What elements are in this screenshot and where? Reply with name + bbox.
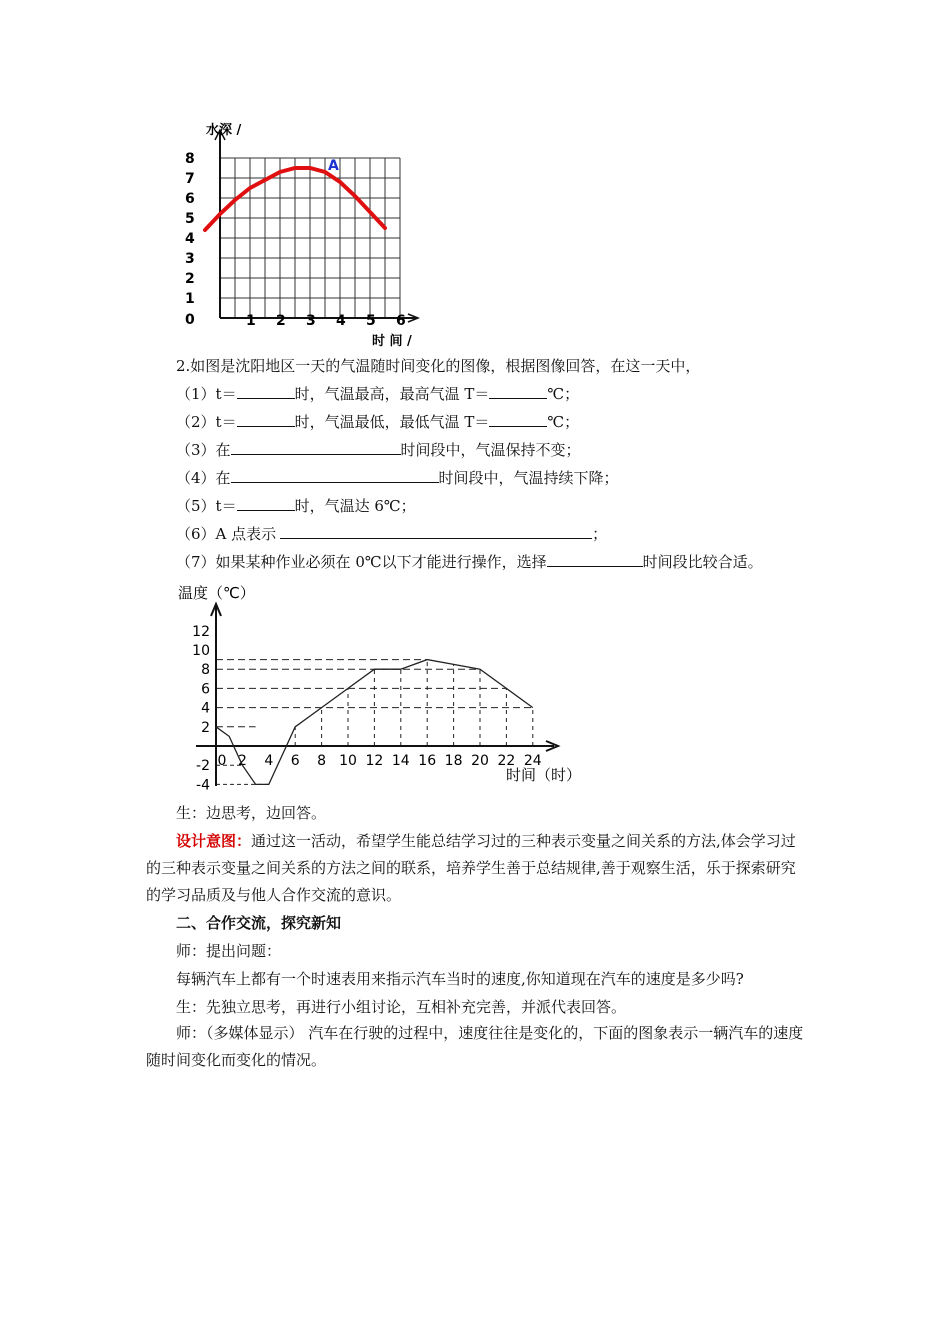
answer-blank[interactable] [489, 382, 547, 399]
design-intent-text: 通过这一活动，希望学生能总结学习过的三种表示变量之间关系的方法,体会学习过的三种表示变量之间关系的方法之间的联系，培养学生善于总结规律,善于观察生活，乐于探索研究的学习品质及与他人合作交流的意识。 [146, 832, 796, 904]
chart2-y-tick-label: 6 [201, 681, 210, 698]
student-response-1: 生：边思考，边回答。 [176, 804, 327, 822]
chart2-x-tick-label: 4 [264, 753, 274, 769]
chart2-x-axis-label: 时间（时） [506, 766, 582, 784]
chart1-x-tick-label: 4 [336, 313, 346, 329]
item-6-prefix: （6）A 点表示 [176, 525, 277, 543]
section-title: 二、合作交流，探究新知 [176, 914, 342, 932]
chart2-y-axis-label: 温度（℃） [178, 584, 255, 602]
question-item-4 [176, 466, 619, 489]
chart2-x-tick-label: 2 [237, 753, 247, 769]
chart2-y-tick-label: 2 [201, 719, 210, 736]
design-intent-paragraph [146, 828, 808, 909]
design-intent-label: 设计意图： [176, 832, 252, 850]
chart1-y-tick-label: 8 [185, 151, 195, 167]
item-5-suffix: 时，气温达 6℃； [294, 497, 416, 515]
item-2-prefix: （2）t＝ [176, 413, 237, 431]
item-7-prefix: （7）如果某种作业必须在 0℃以下才能进行操作，选择 [176, 553, 547, 571]
chart1-grid [220, 158, 400, 318]
chart1-annotation-a: A [328, 158, 339, 174]
item-1-prefix: （1）t＝ [176, 385, 237, 403]
chart1-y-axis-label: 水深 / [206, 123, 242, 138]
chart1-y-tick-label: 0 [185, 312, 195, 328]
chart2-y-tick-label: 12 [192, 623, 210, 640]
chart2-x-tick-label: 12 [365, 753, 384, 769]
teacher-prompt-2: 师：（多媒体显示） 汽车在行驶的过程中，速度往往是变化的，下面的图象表示一辆汽车的速度随时间变化而变化的情况。 [146, 1024, 804, 1069]
answer-blank[interactable] [237, 382, 295, 399]
chart1-y-tick-label: 7 [185, 171, 195, 187]
chart1-y-tick-label: 1 [185, 291, 195, 307]
student-response-2: 生：先独立思考，再进行小组讨论，互相补充完善，并派代表回答。 [176, 998, 627, 1016]
item-1-suffix: ℃； [547, 385, 580, 403]
item-6-suffix: ； [592, 525, 608, 543]
chart2-x-tick-label: 6 [290, 753, 300, 769]
chart2-x-tick-label: 10 [339, 753, 357, 769]
item-3-suffix: 时间段中，气温保持不变； [400, 441, 581, 459]
item-4-prefix: （4）在 [176, 469, 231, 487]
question-intro: 2.如图是沈阳地区一天的气温随时间变化的图像，根据图像回答，在这一天中， [176, 357, 701, 375]
item-1-middle: 时，气温最高，最高气温 T＝ [294, 385, 490, 403]
chart1-y-tick-label: 6 [185, 191, 195, 207]
chart1-x-tick-label: 5 [366, 313, 376, 329]
item-2-middle: 时，气温最低，最低气温 T＝ [294, 413, 490, 431]
chart1-x-tick-label: 1 [246, 313, 256, 329]
chart1-x-axis-label: 时 间 / [372, 334, 412, 349]
chart1-y-tick-label: 5 [185, 211, 195, 227]
answer-blank[interactable] [547, 550, 643, 567]
chart1-y-tick-label: 4 [185, 231, 195, 247]
teacher-question: 每辆汽车上都有一个时速表用来指示汽车当时的速度,你知道现在汽车的速度是多少吗? [176, 970, 744, 988]
item-3-prefix: （3）在 [176, 441, 231, 459]
chart2-y-tick-label: 10 [192, 643, 210, 659]
chart1-x-tick-label: 2 [276, 313, 286, 329]
chart1-y-tick-label: 3 [185, 251, 195, 267]
chart2-x-tick-label: 0 [217, 753, 227, 769]
chart2-x-tick-label: 24 [523, 753, 542, 769]
chart2-x-tick-label: 18 [444, 753, 463, 769]
item-5-prefix: （5）t＝ [176, 497, 237, 515]
chart2-y-tick-label: 8 [201, 662, 210, 679]
answer-blank[interactable] [280, 522, 592, 539]
chart2-y-tick-label: 4 [201, 700, 210, 717]
chart2-x-tick-label: 20 [471, 753, 489, 769]
question-item-3 [176, 438, 581, 461]
answer-blank[interactable] [237, 494, 295, 511]
chart1-y-tick-label: 2 [185, 271, 195, 287]
chart2-x-tick-label: 22 [497, 753, 516, 769]
item-7-suffix: 时间段比较合适。 [642, 553, 763, 571]
chart2-y-tick-label: -4 [196, 777, 210, 794]
question-item-7 [176, 550, 763, 573]
chart1-x-tick-label: 6 [396, 313, 406, 329]
water-depth-chart [180, 118, 430, 350]
item-4-suffix: 时间段中，气温持续下降； [438, 469, 619, 487]
question-item-1 [176, 382, 579, 405]
answer-blank[interactable] [231, 438, 401, 455]
answer-blank[interactable] [237, 410, 295, 427]
question-item-2 [176, 410, 579, 433]
temperature-chart [176, 578, 582, 794]
chart2-x-tick-label: 14 [391, 753, 410, 769]
item-2-suffix: ℃； [547, 413, 580, 431]
question-item-6 [176, 522, 607, 545]
teacher-prompt-1: 师：提出问题： [176, 942, 282, 960]
question-item-5 [176, 494, 416, 517]
chart2-x-tick-label: 16 [418, 753, 437, 769]
answer-blank[interactable] [231, 466, 439, 483]
chart1-axes [215, 130, 418, 322]
chart2-y-tick-label: -2 [196, 758, 210, 775]
chart2-x-tick-label: 8 [317, 753, 327, 769]
answer-blank[interactable] [489, 410, 547, 427]
chart1-x-tick-label: 3 [306, 313, 316, 329]
